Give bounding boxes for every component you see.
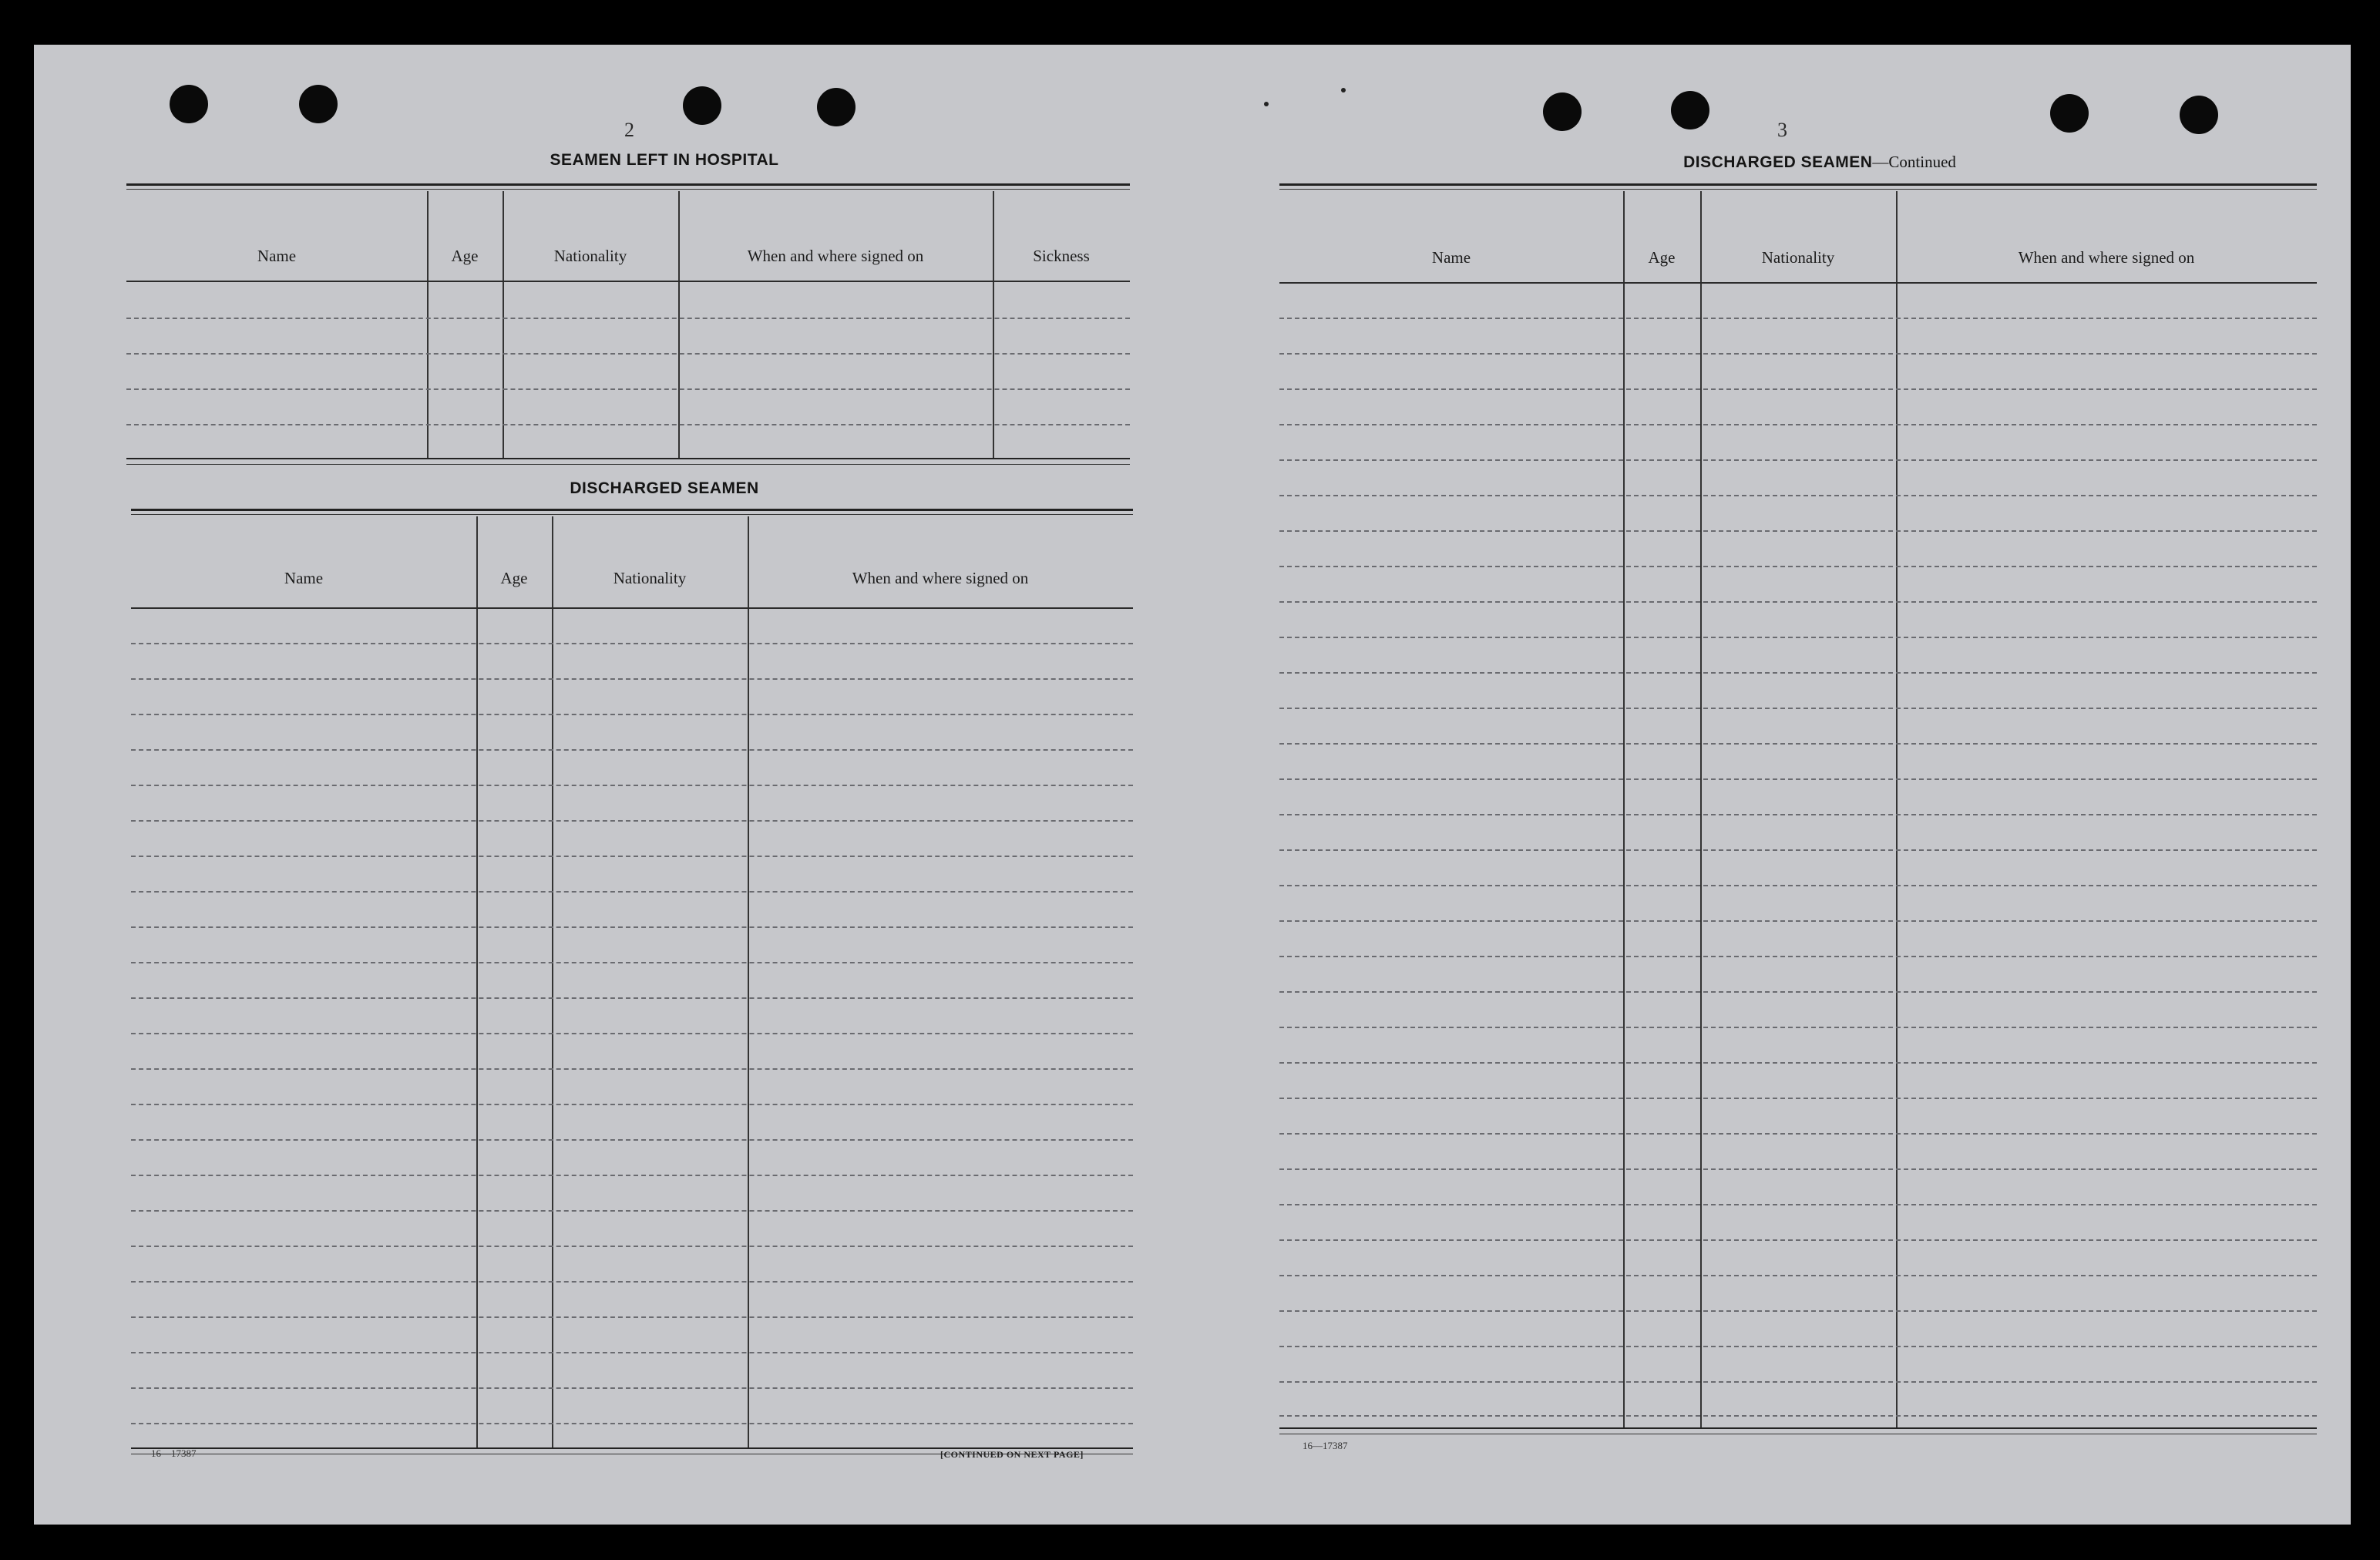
table-rule <box>126 464 1130 465</box>
punch-hole-icon <box>170 85 208 123</box>
page-number-left: 2 <box>624 119 634 141</box>
table-rule <box>126 183 1130 186</box>
discharged-continued-suffix: —Continued <box>1872 153 1956 171</box>
column-header-age: Age <box>1648 248 1676 267</box>
table-row <box>1279 1062 2317 1064</box>
hospital-table <box>126 183 1130 501</box>
column-header-signed-on: When and where signed on <box>2018 248 2195 267</box>
table-row <box>1279 1415 2317 1417</box>
column-divider <box>1623 191 1625 1427</box>
table-row <box>131 1423 1133 1424</box>
column-divider <box>1896 191 1898 1427</box>
table-row <box>126 424 1130 425</box>
column-header-nationality: Nationality <box>553 247 627 265</box>
table-row <box>131 1387 1133 1389</box>
ink-speck <box>1264 102 1269 106</box>
table-row <box>1279 672 2317 674</box>
table-rule <box>1279 282 2317 284</box>
table-row <box>126 318 1130 319</box>
discharged-section-title: DISCHARGED SEAMEN <box>570 479 759 497</box>
column-divider <box>678 191 680 458</box>
table-row <box>1279 991 2317 993</box>
table-rule <box>131 509 1133 511</box>
punch-hole-icon <box>2180 96 2218 134</box>
column-divider <box>476 516 478 1447</box>
table-row <box>131 926 1133 928</box>
table-row <box>131 678 1133 680</box>
table-row <box>1279 1027 2317 1028</box>
table-row <box>1279 1168 2317 1170</box>
table-row <box>1279 885 2317 886</box>
column-header-nationality: Nationality <box>1761 248 1835 267</box>
table-row <box>1279 566 2317 567</box>
punch-hole-icon <box>683 86 721 125</box>
column-divider <box>993 191 994 458</box>
column-header-age: Age <box>451 247 479 265</box>
table-row <box>1279 814 2317 815</box>
table-row <box>1279 388 2317 390</box>
table-row <box>1279 353 2317 355</box>
table-row <box>1279 1346 2317 1347</box>
column-divider <box>552 516 553 1447</box>
column-header-name: Name <box>284 569 324 587</box>
page-number-right: 3 <box>1777 119 1787 141</box>
column-header-name: Name <box>1431 248 1471 267</box>
table-row <box>131 1281 1133 1283</box>
table-row <box>1279 318 2317 319</box>
column-divider <box>427 191 429 458</box>
column-header-signed-on: When and where signed on <box>747 247 924 265</box>
punch-hole-icon <box>817 88 856 126</box>
discharged-continued-title-main: DISCHARGED SEAMEN <box>1683 153 1873 171</box>
table-row <box>1279 708 2317 709</box>
discharged-continued-table <box>1279 183 2317 1494</box>
form-code-left: 16—17387 <box>151 1447 197 1459</box>
table-rule <box>131 607 1133 609</box>
column-header-signed-on: When and where signed on <box>852 569 1029 587</box>
hospital-section-title: SEAMEN LEFT IN HOSPITAL <box>550 151 779 169</box>
punch-hole-icon <box>299 85 338 123</box>
table-row <box>131 856 1133 857</box>
table-row <box>131 714 1133 715</box>
punch-hole-icon <box>1543 92 1582 131</box>
table-row <box>131 1139 1133 1141</box>
continued-note: [CONTINUED ON NEXT PAGE] <box>940 1449 1084 1460</box>
table-row <box>1279 1204 2317 1205</box>
table-rule <box>131 514 1133 515</box>
table-rule <box>1279 189 2317 190</box>
table-row <box>1279 1381 2317 1383</box>
table-row <box>126 353 1130 355</box>
column-header-nationality: Nationality <box>613 569 687 587</box>
table-row <box>1279 459 2317 461</box>
table-row <box>1279 743 2317 745</box>
table-rule <box>1279 183 2317 186</box>
table-row <box>1279 1310 2317 1312</box>
punch-hole-icon <box>1671 91 1709 129</box>
table-row <box>1279 849 2317 851</box>
table-row <box>1279 1133 2317 1135</box>
table-row <box>131 785 1133 786</box>
table-row <box>131 997 1133 999</box>
table-row <box>131 1033 1133 1034</box>
punch-hole-icon <box>2050 94 2089 133</box>
column-divider <box>1700 191 1702 1427</box>
table-rule <box>126 189 1130 190</box>
table-row <box>131 1175 1133 1176</box>
ink-speck <box>1341 88 1346 92</box>
table-row <box>1279 637 2317 638</box>
table-rule <box>126 458 1130 459</box>
discharged-continued-title <box>1279 153 2360 172</box>
form-sheet <box>34 45 2351 1525</box>
discharged-table <box>131 509 1133 1495</box>
table-row <box>1279 956 2317 957</box>
table-row <box>1279 495 2317 496</box>
column-header-sickness: Sickness <box>1033 247 1090 265</box>
table-row <box>131 1246 1133 1247</box>
column-header-name: Name <box>257 247 297 265</box>
table-row <box>131 1068 1133 1070</box>
table-rule <box>1279 1427 2317 1429</box>
form-code-right: 16—17387 <box>1303 1440 1348 1451</box>
table-row <box>1279 1098 2317 1099</box>
table-row <box>131 643 1133 644</box>
table-row <box>131 1104 1133 1105</box>
table-row <box>1279 1239 2317 1241</box>
table-rule <box>126 281 1130 282</box>
table-row <box>131 1352 1133 1353</box>
table-row <box>131 891 1133 893</box>
table-row <box>126 388 1130 390</box>
table-row <box>131 749 1133 751</box>
column-header-age: Age <box>500 569 528 587</box>
table-row <box>131 1316 1133 1318</box>
table-row <box>1279 601 2317 603</box>
table-row <box>1279 530 2317 532</box>
table-row <box>131 1210 1133 1212</box>
column-divider <box>748 516 749 1447</box>
table-row <box>131 820 1133 822</box>
table-row <box>1279 1275 2317 1276</box>
table-row <box>1279 424 2317 425</box>
column-divider <box>503 191 504 458</box>
table-row <box>131 962 1133 963</box>
table-row <box>1279 778 2317 780</box>
table-row <box>1279 920 2317 922</box>
